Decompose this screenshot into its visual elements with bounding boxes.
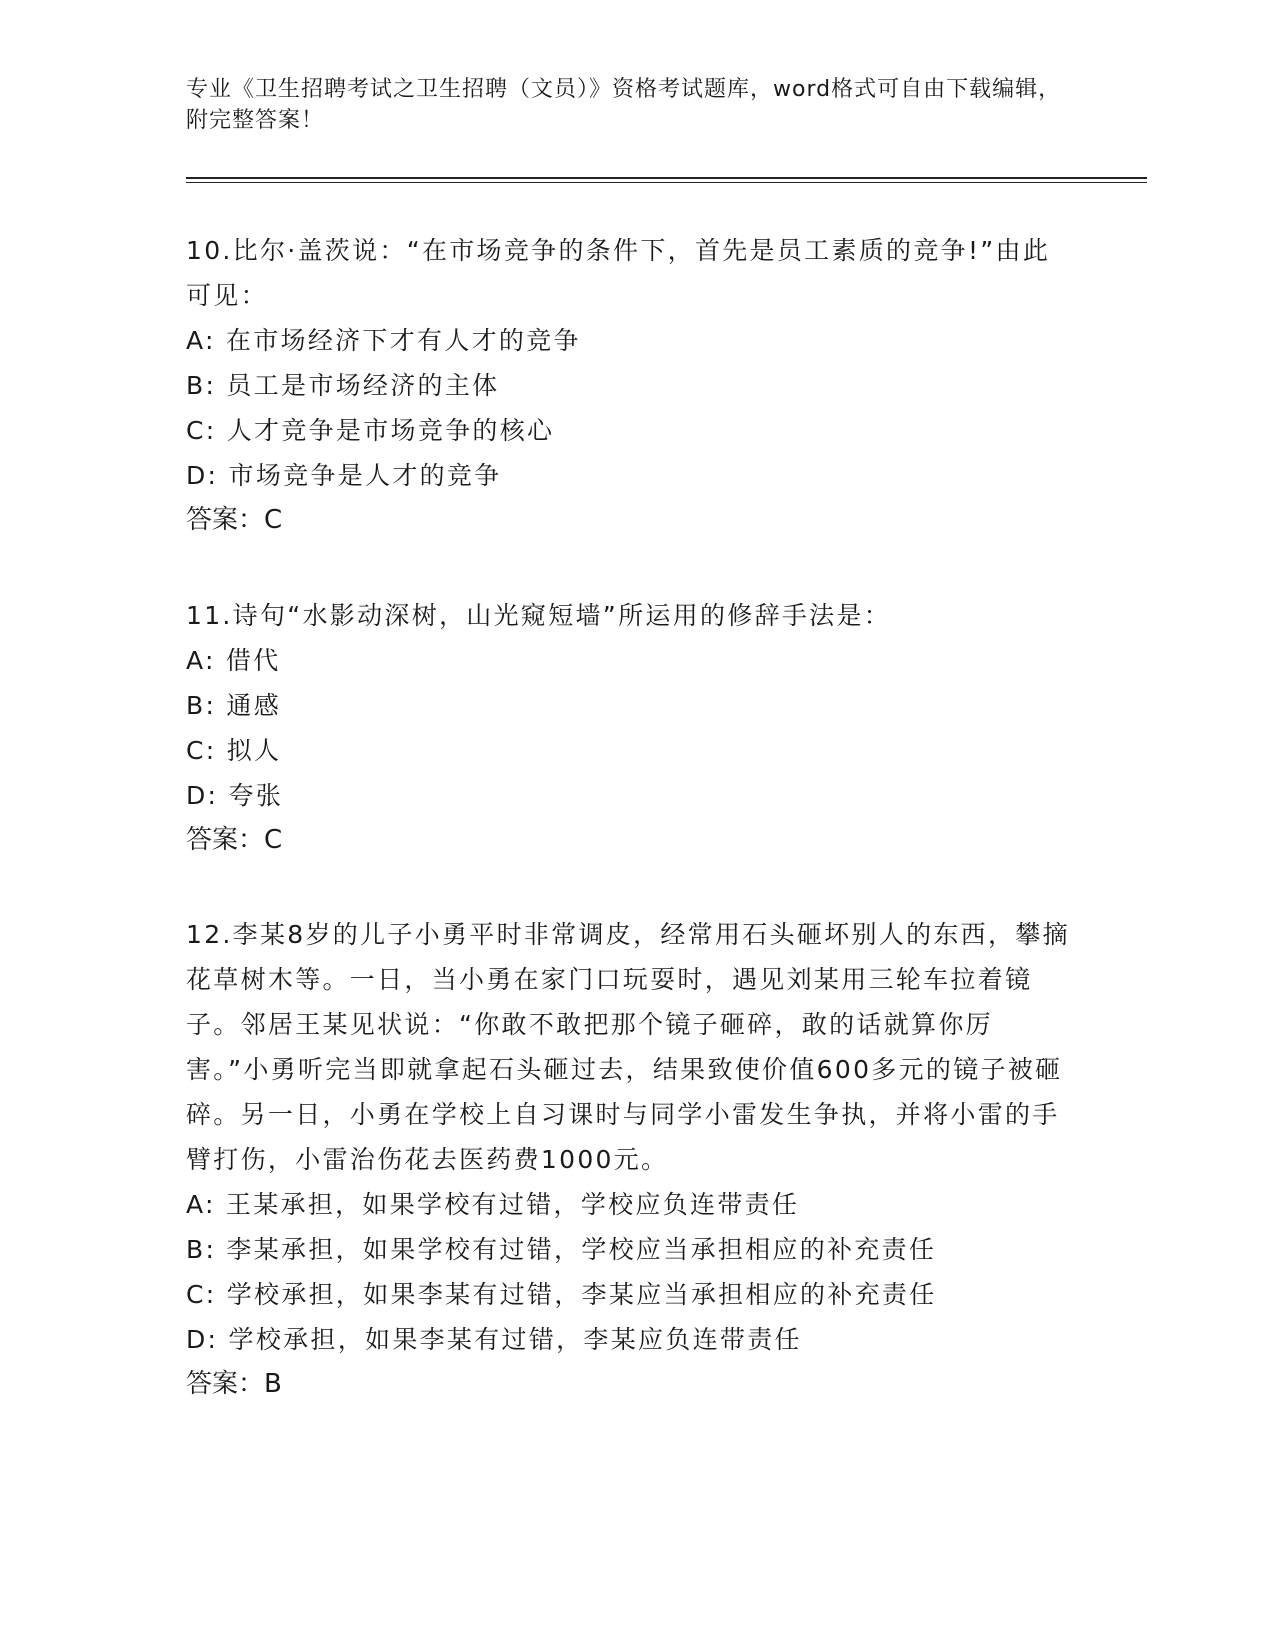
option-a: A: 王某承担，如果学校有过错，学校应负连带责任: [186, 1190, 800, 1219]
option-c: C: 拟人: [186, 736, 282, 765]
answer: 答案：C: [186, 505, 283, 535]
question-11: [186, 593, 1076, 863]
question-stem: 10.比尔·盖茨说：“在市场竞争的条件下，首先是员工素质的竞争!”由此可见：: [186, 236, 1051, 310]
answer: 答案：C: [186, 825, 283, 855]
answer: 答案：B: [186, 1369, 282, 1399]
option-d: D: 学校承担，如果李某有过错，李某应负连带责任: [186, 1325, 802, 1354]
option-c: C: 人才竞争是市场竞争的核心: [186, 416, 555, 445]
document-header: 专业《卫生招聘考试之卫生招聘（文员）》资格考试题库，word格式可自由下载编辑，附完整答案！: [186, 77, 1062, 133]
option-a: A: 在市场经济下才有人才的竞争: [186, 326, 581, 355]
question-10: [186, 228, 1076, 543]
header-divider: [186, 177, 1147, 183]
option-b: B: 员工是市场经济的主体: [186, 371, 500, 400]
option-d: D: 市场竞争是人才的竞争: [186, 461, 502, 490]
option-b: B: 通感: [186, 691, 282, 720]
option-b: B: 李某承担，如果学校有过错，学校应当承担相应的补充责任: [186, 1235, 937, 1264]
option-c: C: 学校承担，如果李某有过错，李某应当承担相应的补充责任: [186, 1280, 937, 1309]
question-stem: 11.诗句“水影动深树，山光窥短墙”所运用的修辞手法是：: [186, 601, 892, 630]
option-d: D: 夸张: [186, 781, 284, 810]
option-a: A: 借代: [186, 646, 281, 675]
question-stem: 12.李某8岁的儿子小勇平时非常调皮，经常用石头砸坏别人的东西，攀摘花草树木等。一日，当小勇在家门口玩耍时，遇见刘某用三轮车拉着镜子。邻居王某见状说：“你敢不敢把那个镜子砸碎，敢的话就算你厉害。”小勇听完当即就拿起石头砸过去，结果致使价值600多元的镜子被砸碎。另一日，小勇在学校上自习课时与同学小雷发生争执，并将小雷的手臂打伤，小雷治伤花去医药费1000元。: [186, 920, 1070, 1174]
question-12: [186, 912, 1076, 1407]
